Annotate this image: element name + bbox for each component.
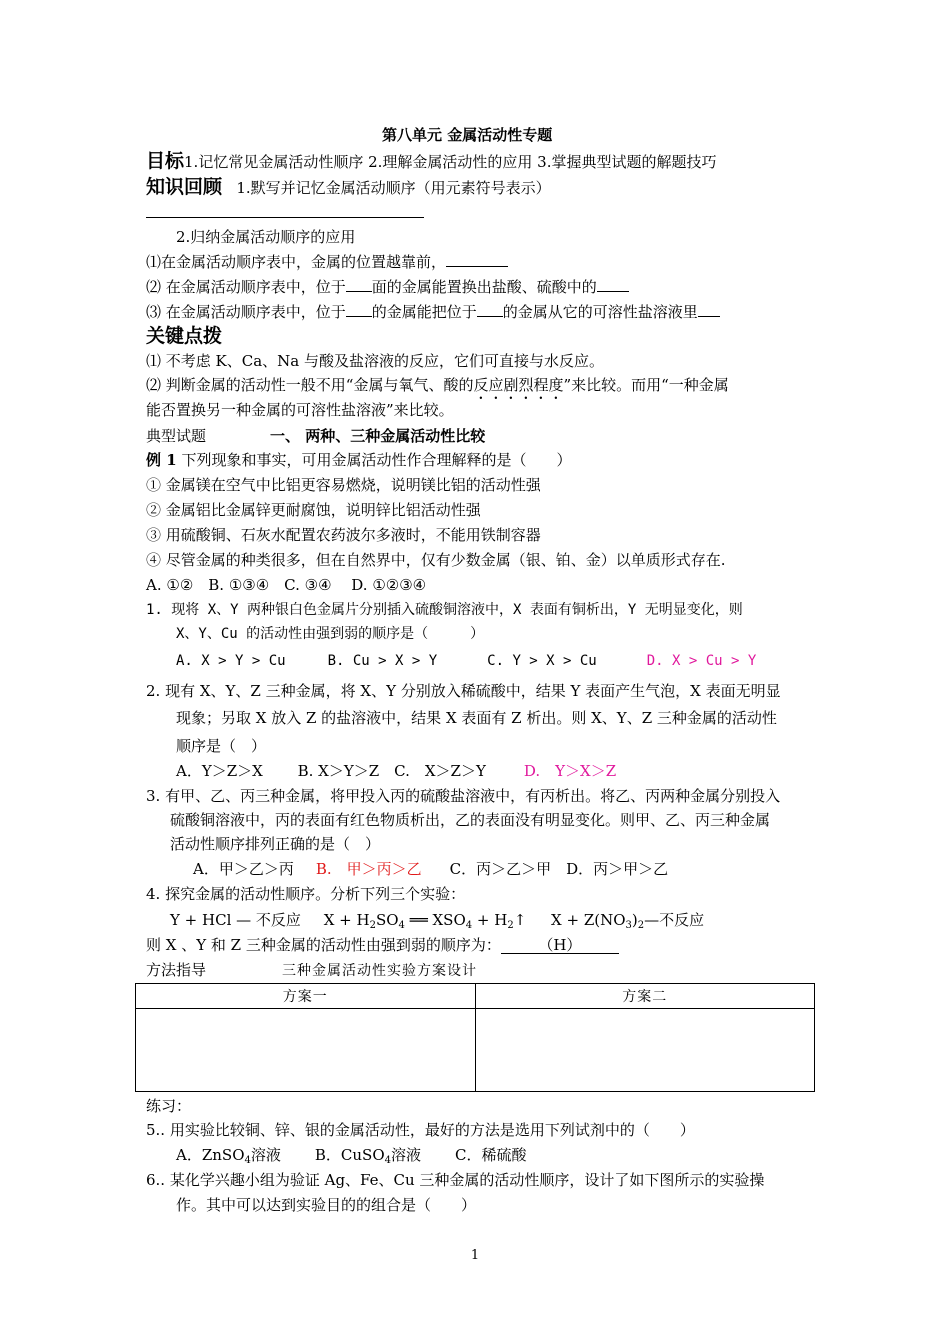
q6-line2: 作。其中可以达到实验目的的组合是（ ） — [176, 1196, 477, 1214]
review-item1: 1.默写并记忆金属活动顺序（用元素符号表示） — [236, 179, 551, 197]
q2-line3: 顺序是（ ） — [176, 737, 267, 755]
practice-label: 练习： — [146, 1097, 192, 1115]
key-point2 — [146, 375, 729, 403]
q4-reaction-1: Y + HCl — 不反应 — [170, 911, 301, 929]
review-point3 — [146, 302, 720, 322]
q5-option-a: A．ZnSO$_4$溶液 — [176, 1146, 281, 1166]
q4-answer-blank — [501, 937, 619, 954]
plan-col-2-header: 方案二 — [475, 984, 815, 1009]
q5-option-b: B．CuSO$_4$溶液 — [314, 1146, 422, 1166]
review-point3-text-a: ⑶ 在金属活动顺序表中，位于 — [146, 303, 346, 321]
q3-options — [193, 859, 668, 879]
review-point2-text-a: ⑵ 在金属活动顺序表中，位于 — [146, 278, 346, 296]
answer-blank-line — [146, 217, 424, 218]
blank-2 — [346, 291, 372, 292]
q5-options — [176, 1145, 527, 1165]
goals-line — [146, 151, 717, 172]
page-title: 第八单元 金属活动性专题 — [382, 126, 553, 144]
review-point1-text: ⑴在金属活动顺序表中，金属的位置越靠前， — [146, 253, 447, 271]
key-point2-emphasis: 反应剧烈程度 — [473, 376, 564, 394]
q2-options — [176, 761, 616, 781]
q3-option-a: A．甲＞乙＞丙 — [193, 860, 294, 878]
example1-label: 例 1 — [146, 451, 177, 469]
blank-4 — [346, 316, 372, 317]
review-line — [146, 177, 551, 198]
page-number: 1 — [470, 1248, 480, 1263]
review-label: 知识回顾 — [146, 176, 223, 198]
q1-option-d-answer: D. X > Cu > Y — [646, 653, 757, 669]
example1-stem — [146, 450, 571, 470]
key-label: 关键点拨 — [146, 325, 223, 347]
q1-line1: 1. 现将 X、Y 两种银白色金属片分别插入硫酸铜溶液中，X 表面有铜析出，Y 无明显变化，则 — [146, 602, 743, 618]
q1-option-a: A. X > Y > Cu — [176, 653, 286, 669]
q4-answer: （H） — [538, 936, 582, 954]
review-point3-text-c: 的金属从它的可溶性盐溶液里 — [502, 303, 698, 321]
example1-options: A. ①② B. ①③④ C. ③④ D. ①②③④ — [146, 576, 427, 594]
goals-text: 1.记忆常见金属活动性顺序 2.理解金属活动性的应用 3.掌握典型试题的解题技巧 — [184, 153, 717, 171]
q2-line2: 现象；另取 X 放入 Z 的盐溶液中，结果 X 表面有 Z 析出。则 X、Y、Z 三种金属的活动性 — [176, 709, 777, 727]
q1-option-b: B. Cu > X > Y — [327, 653, 438, 669]
example1-statement-2: ② 金属铝比金属锌更耐腐蚀，说明锌比铝活动性强 — [146, 501, 481, 519]
method-table-title: 三种金属活动性实验方案设计 — [282, 963, 478, 979]
example1-stem-text: 下列现象和事实，可用金属活动性作合理解释的是（ ） — [181, 451, 572, 469]
q1-options — [176, 651, 756, 671]
key-point1: ⑴ 不考虑 K、Ca、Na 与酸及盐溶液的反应，它们可直接与水反应。 — [146, 352, 605, 370]
key-point2-text-b: ”来比较。而用“一种金属 — [563, 376, 729, 394]
key-point2-text-a: ⑵ 判断金属的活动性一般不用“金属与氧气、酸的 — [146, 376, 474, 394]
key-point2-cont: 能否置换另一种金属的可溶性盐溶液”来比较。 — [146, 401, 454, 419]
goals-label: 目标 — [146, 150, 185, 172]
q3-line1: 3. 有甲、乙、丙三种金属，将甲投入丙的硫酸盐溶液中，有丙析出。将乙、丙两种金属分别投入 — [146, 787, 781, 805]
q4-reactions — [170, 910, 704, 930]
q3-options-cd: C．丙＞乙＞甲 D．丙＞甲＞乙 — [449, 860, 669, 878]
review-item2: 2.归纳金属活动顺序的应用 — [176, 228, 356, 246]
typical-line — [146, 426, 485, 446]
plan-table-header — [136, 984, 815, 1009]
q4-ask-text: 则 X 、Y 和 Z 三种金属的活动性由强到弱的顺序为： — [146, 936, 501, 954]
review-point1 — [146, 252, 508, 272]
review-point3-text-b: 的金属能把位于 — [371, 303, 477, 321]
q4-line1: 4. 探究金属的活动性顺序。分析下列三个实验： — [146, 885, 466, 903]
typical-section: 一、 两种、三种金属活动性比较 — [270, 427, 486, 445]
blank-5 — [477, 316, 503, 317]
plan-col-2-cell[interactable] — [475, 1009, 815, 1092]
method-label: 方法指导 — [146, 961, 207, 979]
example1-statement-3: ③ 用硫酸铜、石灰水配置农药波尔多液时，不能用铁制容器 — [146, 526, 541, 544]
q4-reaction-2: $X + H_2SO_4$ ══ $XSO_4$ + $H_2↑$ — [323, 911, 527, 931]
q1-line2: X、Y、Cu 的活动性由强到弱的顺序是（ ） — [176, 626, 485, 642]
plan-table-row — [136, 1009, 815, 1092]
q5-option-c: C．稀硫酸 — [455, 1146, 527, 1164]
q5-stem: 5.. 用实验比较铜、锌、银的金属活动性，最好的方法是选用下列试剂中的（ ） — [146, 1121, 695, 1139]
q3-option-b-answer: B. 甲＞丙＞乙 — [315, 860, 422, 878]
q6-line1: 6.. 某化学兴趣小组为验证 Ag、Fe、Cu 三种金属的活动性顺序，设计了如下图所示的实验操 — [146, 1171, 765, 1189]
plan-col-1-cell[interactable] — [136, 1009, 476, 1092]
q4-reaction-3: $X + Z(NO_3)_2—$不反应 — [551, 911, 705, 931]
q1-option-c: C. Y > X > Cu — [487, 653, 597, 669]
q3-line3: 活动性顺序排列正确的是（ ） — [170, 835, 381, 853]
review-point2-text-b: 面的金属能置换出盐酸、硫酸中的 — [371, 278, 597, 296]
typical-label: 典型试题 — [146, 427, 207, 445]
q2-option-d-answer: D. Y＞X＞Z — [523, 762, 617, 780]
plan-col-1-header: 方案一 — [136, 984, 476, 1009]
q4-ask — [146, 935, 619, 955]
example1-statement-1: ① 金属镁在空气中比铝更容易燃烧，说明镁比铝的活动性强 — [146, 476, 541, 494]
blank-1 — [446, 266, 508, 267]
example1-statement-4: ④ 尽管金属的种类很多，但在自然界中，仅有少数金属（银、铂、金）以单质形式存在. — [146, 551, 726, 569]
q2-line1: 2. 现有 X、Y、Z 三种金属，将 X、Y 分别放入稀硫酸中，结果 Y 表面产生气泡，X 表面无明显 — [146, 682, 781, 700]
blank-3 — [597, 291, 629, 292]
method-line — [146, 960, 477, 981]
plan-table — [135, 983, 815, 1092]
blank-6 — [698, 316, 720, 317]
review-point2 — [146, 277, 629, 297]
q2-options-abc: A．Y＞Z＞X B. X＞Y＞Z C. X＞Z＞Y — [176, 762, 486, 780]
q3-line2: 硫酸铜溶液中，丙的表面有红色物质析出，乙的表面没有明显变化。则甲、乙、丙三种金属 — [170, 811, 771, 829]
